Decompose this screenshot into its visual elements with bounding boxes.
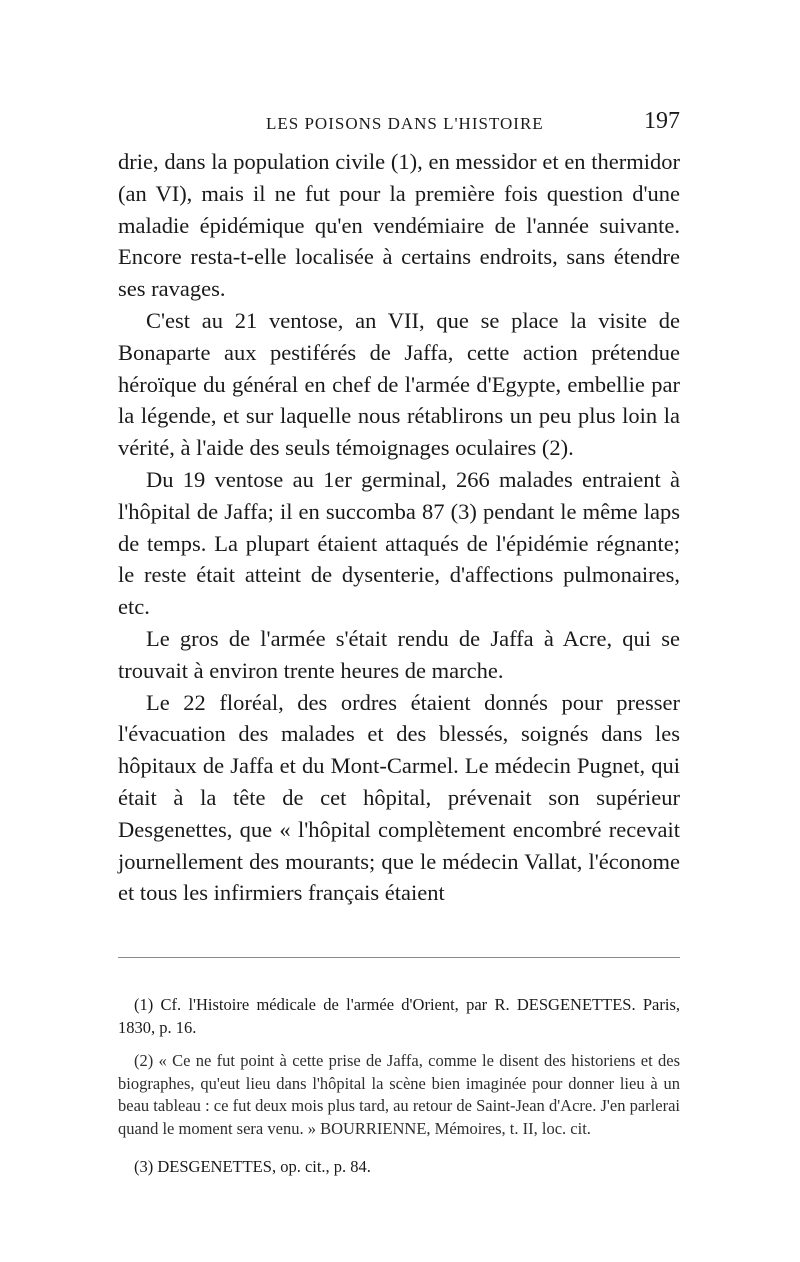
page-number: 197 bbox=[644, 108, 680, 134]
footnote: (2) « Ce ne fut point à cette prise de Jaffa, comme le disent des historiens et des biographes, qu'eut lieu dans l'hôpital la scène bien imaginée pour donner lieu à un beau tableau : ce fut deux mois plus tard, au retour de Saint-Jean d'Acre. J'en parlerai quand le moment sera venu. » BOURRIENNE, Mémoires, t. II, loc. cit. bbox=[118, 1051, 680, 1138]
paragraph: C'est au 21 ventose, an VII, que se place la visite de Bonaparte aux pestiférés de Jaffa, cette action prétendue héroïque du général en chef de l'armée d'Egypte, embellie par la légende, et sur laquelle nous rétablirons un peu plus loin la vérité, à l'aide des seuls témoignages oculaires (2). bbox=[118, 307, 680, 461]
paragraph: drie, dans la population civile (1), en messidor et en thermidor (an VI), mais il ne fut pour la première fois question d'une maladie épidémique qu'en vendémiaire de l'année suivante. Encore resta-t-elle localisée à certains endroits, sans étendre ses ravages. bbox=[118, 149, 680, 302]
running-head bbox=[118, 110, 680, 146]
paragraph: Le 22 floréal, des ordres étaient donnés pour presser l'évacuation des malades et des blessés, soignés dans les hôpitaux de Jaffa et du Mont-Carmel. Le médecin Pugnet, qui était à la tête de cet hôpital, prévenait son supérieur Desgenettes, que « l'hôpital complètement encombré recevait journellement des mourants; que le médecin Vallat, l'économe et tous les infirmiers français étaient bbox=[118, 689, 680, 906]
footnote: (1) Cf. l'Histoire médicale de l'armée d'Orient, par R. DESGENETTES. Paris, 1830, p. 16. bbox=[118, 995, 680, 1037]
running-title: LES POISONS DANS L'HISTOIRE bbox=[266, 114, 544, 133]
book-page bbox=[118, 110, 680, 1190]
footnote-separator bbox=[118, 957, 680, 958]
footnote: (3) DESGENETTES, op. cit., p. 84. bbox=[134, 1157, 371, 1177]
footnotes bbox=[118, 994, 680, 1179]
main-text bbox=[118, 146, 680, 909]
paragraph: Du 19 ventose au 1er germinal, 266 malades entraient à l'hôpital de Jaffa; il en succomba 87 (3) pendant le même laps de temps. La plupart étaient attaqués de l'épidémie régnante; le reste était atteint de dysenterie, d'affections pulmonaires, etc. bbox=[118, 466, 680, 620]
paragraph: Le gros de l'armée s'était rendu de Jaffa à Acre, qui se trouvait à environ trente heures de marche. bbox=[118, 625, 680, 683]
